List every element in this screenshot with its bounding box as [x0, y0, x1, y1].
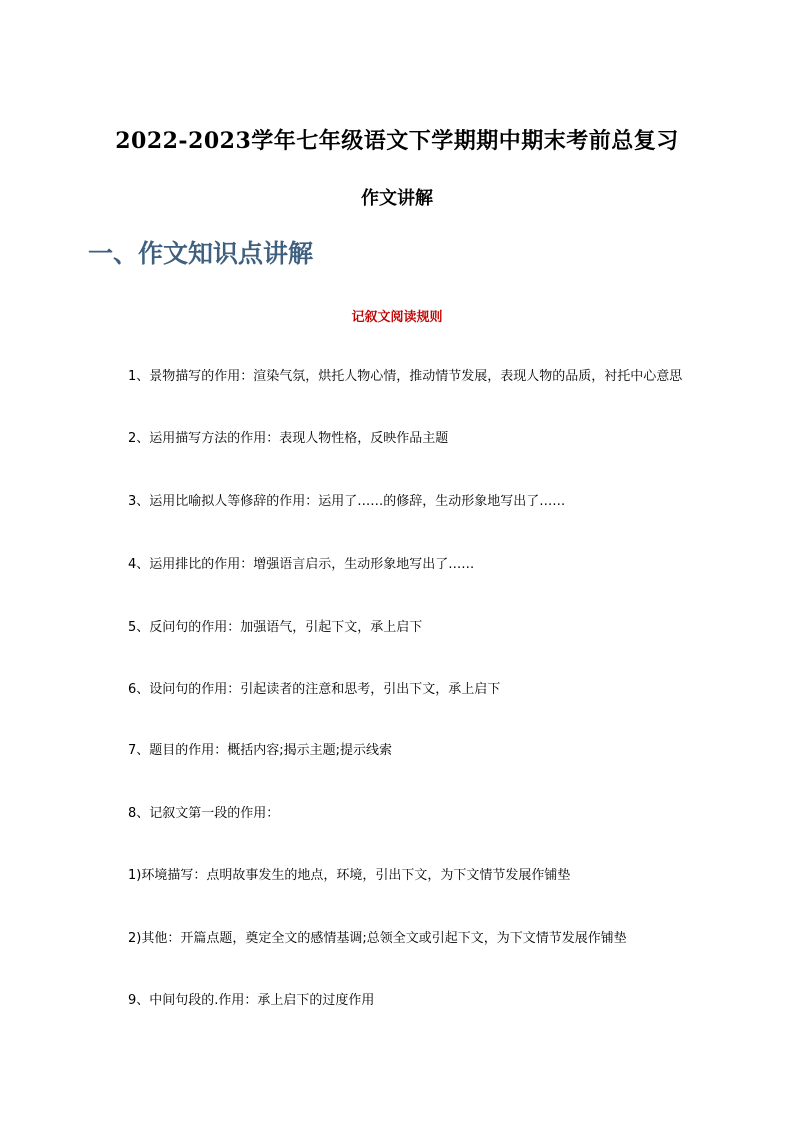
list-item: 7、题目的作用：概括内容;揭示主题;提示线索 [128, 743, 393, 758]
list-item: 4、运用排比的作用：增强语言启示，生动形象地写出了…… [128, 557, 475, 572]
section-heading: 一、作文知识点讲解 [88, 239, 314, 268]
list-item: 6、设问句的作用：引起读者的注意和思考，引出下文，承上启下 [128, 682, 501, 697]
list-item: 2)其他：开篇点题，奠定全文的感情基调;总领全文或引起下文，为下文情节发展作铺垫 [128, 931, 627, 946]
document-subtitle: 作文讲解 [361, 188, 433, 209]
list-item: 9、中间句段的.作用：承上启下的过度作用 [128, 993, 375, 1008]
list-item: 1、景物描写的作用：渲染气氛，烘托人物心情，推动情节发展，表现人物的品质，衬托中心意思 [128, 369, 683, 384]
list-item: 8、记叙文第一段的作用： [128, 806, 280, 821]
list-item: 3、运用比喻拟人等修辞的作用：运用了……的修辞，生动形象地写出了…… [128, 494, 566, 509]
rules-title: 记叙文阅读规则 [351, 310, 443, 325]
document-title: 2022-2023学年七年级语文下学期期中期末考前总复习 [115, 128, 679, 154]
list-item: 5、反问句的作用：加强语气，引起下文，承上启下 [128, 620, 423, 635]
list-item: 2、运用描写方法的作用：表现人物性格，反映作品主题 [128, 431, 449, 446]
list-item: 1)环境描写：点明故事发生的地点，环境，引出下文，为下文情节发展作铺垫 [128, 868, 571, 883]
